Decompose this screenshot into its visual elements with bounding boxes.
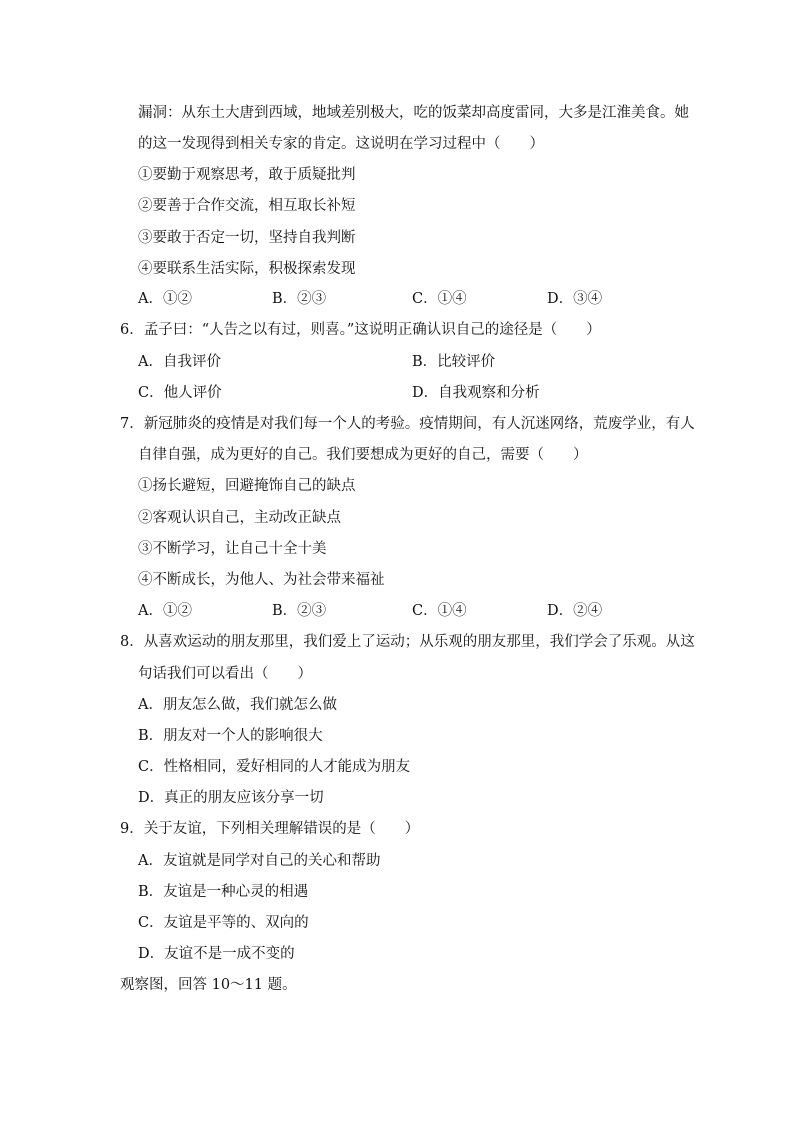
q6-option-c: C．他人评价: [138, 385, 222, 401]
q5-option-a: A．①②: [138, 291, 192, 307]
q7-statement-2: ②客观认识自己，主动改正缺点: [138, 510, 341, 526]
q9-option-c: C．友谊是平等的、双向的: [138, 915, 309, 931]
q6-option-a: A．自我评价: [138, 354, 221, 370]
q8-stem-line-2: 句话我们可以看出（ ）: [138, 666, 312, 682]
q5-stem-line-1: 漏洞：从东土大唐到西域，地域差别极大，吃的饭菜却高度雷同，大多是江淮美食。她: [138, 105, 689, 121]
q9-option-b: B．友谊是一种心灵的相遇: [138, 884, 309, 900]
q5-option-d: D．③④: [547, 291, 603, 307]
q7-statement-4: ④不断成长，为他人、为社会带来福祉: [138, 572, 385, 588]
q5-statement-2: ②要善于合作交流，相互取长补短: [138, 198, 356, 214]
q5-statement-4: ④要联系生活实际，积极探索发现: [138, 261, 356, 277]
q9-option-d: D．友谊不是一成不变的: [138, 946, 295, 962]
q8-option-b: B．朋友对一个人的影响很大: [138, 728, 323, 744]
q8-stem-line-1: 8．从喜欢运动的朋友那里，我们爱上了运动；从乐观的朋友那里，我们学会了乐观。从这: [120, 634, 695, 650]
q7-statement-3: ③不断学习，让自己十全十美: [138, 541, 327, 557]
q6-option-d: D．自我观察和分析: [412, 385, 540, 401]
q6-option-b: B．比较评价: [412, 354, 496, 370]
q8-option-c: C．性格相同，爱好相同的人才能成为朋友: [138, 759, 411, 775]
q5-statement-1: ①要勤于观察思考，敢于质疑批判: [138, 167, 356, 183]
q7-option-d: D．②④: [547, 603, 603, 619]
q8-option-a: A．朋友怎么做，我们就怎么做: [138, 697, 337, 713]
q9-stem: 9．关于友谊，下列相关理解错误的是（ ）: [120, 821, 420, 837]
instruction-note: 观察图，回答 10～11 题。: [120, 977, 297, 993]
q7-stem-line-1: 7．新冠肺炎的疫情是对我们每一个人的考验。疫情期间，有人沉迷网络，荒废学业，有人: [120, 416, 695, 432]
q7-statement-1: ①扬长避短，回避掩饰自己的缺点: [138, 478, 356, 494]
q7-option-c: C．①④: [412, 603, 467, 619]
q6-stem: 6．孟子曰：“人告之以有过，则喜。”这说明正确认识自己的途径是（ ）: [120, 322, 601, 338]
q7-stem-line-2: 自律自强，成为更好的自己。我们要想成为更好的自己，需要（ ）: [138, 447, 588, 463]
q9-option-a: A．友谊就是同学对自己的关心和帮助: [138, 853, 381, 869]
q5-statement-3: ③要敢于否定一切，坚持自我判断: [138, 230, 356, 246]
q8-option-d: D．真正的朋友应该分享一切: [138, 790, 324, 806]
q7-option-a: A．①②: [138, 603, 192, 619]
q5-stem-line-2: 的这一发现得到相关专家的肯定。这说明在学习过程中（ ）: [138, 136, 544, 152]
q5-option-b: B．②③: [272, 291, 327, 307]
q7-option-b: B．②③: [272, 603, 327, 619]
q5-option-c: C．①④: [412, 291, 467, 307]
